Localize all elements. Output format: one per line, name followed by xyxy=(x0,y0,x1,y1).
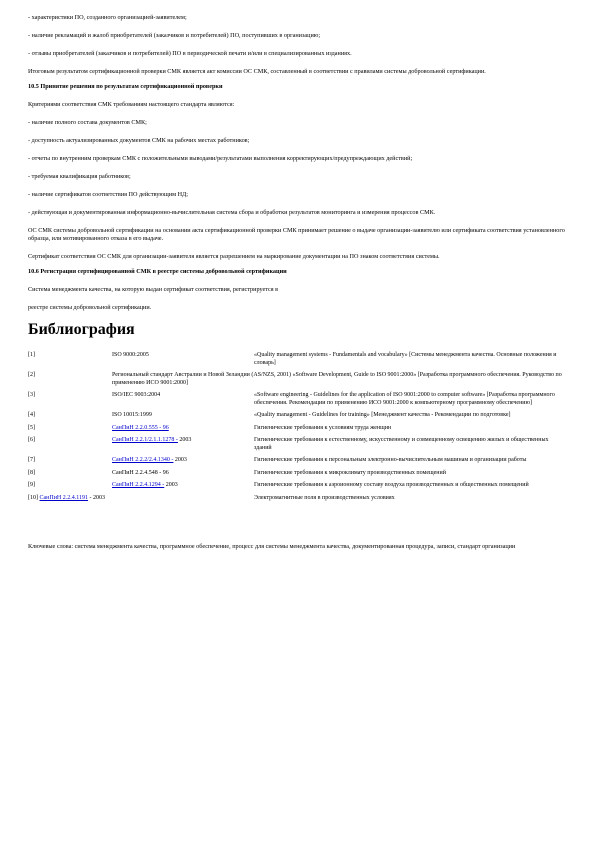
bib-document-year: - 2003 xyxy=(88,494,106,501)
bib-document-year: 2003 xyxy=(164,482,178,488)
bib-title: Гигиенические требования к микроклимату производственных помещений xyxy=(254,469,446,476)
section-heading-10-6: 10.6 Регистрация сертифицированной СМК в реестре системы добровольной сертификации xyxy=(28,268,287,275)
bibliography-row xyxy=(28,412,569,425)
bib-number: [7] xyxy=(28,457,35,463)
bibliography-row xyxy=(28,352,569,372)
bib-number: [8] xyxy=(28,469,35,476)
bib-number: [3] xyxy=(28,392,35,398)
bib-number: [5] xyxy=(28,424,35,431)
bib-document-code: ISO 9000:2005 xyxy=(112,352,149,358)
bib-title: «Quality management - Guidelines for training» [Менеджмент качества - Рекомендации по подготовке] xyxy=(254,412,511,418)
bib-document-link[interactable]: СанПиН 2.2.0.555 - 96 xyxy=(112,424,169,431)
bib-document-code: Региональный стандарт Австралии и Новой Зеландии (AS/NZS, 2001) «Software Development, Guide to ISO 9001:2000» [Разработка программного обеспечения. Руководство по применению ИСО 9001:2000] xyxy=(112,372,562,386)
paragraph: - наличие полного состава документов СМК; xyxy=(28,119,147,126)
bib-number: [9] xyxy=(28,482,35,488)
bibliography-row xyxy=(28,470,569,483)
bib-title: Гигиенические требования к персональным электронно-вычислительным машинам и организации работы xyxy=(254,457,527,463)
bibliography-table xyxy=(28,352,569,507)
paragraph: - отзывы приобретателей (заказчиков и потребителей) ПО в периодической печати и/или в специализированных изданиях. xyxy=(28,50,352,57)
bib-document xyxy=(112,457,254,470)
bib-document-code: СанПиН 2.2.4.548 - 96 xyxy=(112,469,169,476)
paragraph: - требуемая квалификация работников; xyxy=(28,173,131,180)
bibliography-row xyxy=(28,495,569,508)
bib-title: «Quality management systems - Fundamentals and vocabulary» [Системы менеджмента качества. Основные положения и словарь] xyxy=(254,352,557,366)
bib-document-link[interactable]: СанПиН 2.2.4.1191 xyxy=(39,494,89,501)
bib-document-link[interactable]: СанПиН 2.2.4.1294 - xyxy=(112,482,165,488)
bib-document-link[interactable]: СанПиН 2.2.1/2.1.1.1278 - xyxy=(112,437,178,443)
bib-document-year: 2003 xyxy=(173,457,187,463)
bib-title: Гигиенические требования к аэроионному составу воздуха производственных и общественных помещений xyxy=(254,482,529,488)
bibliography-row xyxy=(28,392,569,412)
paragraph: Критериями соответствия СМК требованиям настоящего стандарта являются: xyxy=(28,101,235,108)
bib-document-code: ISO/IEC 9003:2004 xyxy=(112,392,161,398)
paragraph: - характеристики ПО, созданного организацией-заявителем; xyxy=(28,14,187,21)
bib-document xyxy=(112,392,254,412)
bib-title: Гигиенические требования к условиям труда женщин xyxy=(254,424,392,431)
bib-title: Гигиенические требования к естественному, искусственному и совмещенному освещению жилых и общественных зданий xyxy=(254,437,549,451)
bib-document xyxy=(112,437,254,457)
bib-title: Электромагнитные поля в производственных условиях xyxy=(254,494,395,501)
bib-number: [6] xyxy=(28,437,35,443)
bib-number: [1] xyxy=(28,352,35,358)
bib-document xyxy=(112,425,254,438)
bibliography-row xyxy=(28,425,569,438)
paragraph: реестре системы добровольной сертификации. xyxy=(28,304,152,311)
section-heading-10-5: 10.5 Принятие решения по результатам сертификационной проверки xyxy=(28,83,223,90)
bib-number: [4] xyxy=(28,412,35,418)
paragraph: Система менеджмента качества, на которую выдан сертификат соответствия, регистрируется в xyxy=(28,286,279,293)
bib-number: [2] xyxy=(28,372,35,378)
paragraph: - отчеты по внутренним проверкам СМК с положительными выводами/результатами выполнения корректирующих/предупреждающих действий; xyxy=(28,155,413,162)
bibliography-row xyxy=(28,482,569,495)
bibliography-row xyxy=(28,372,569,392)
bib-document xyxy=(112,372,569,392)
paragraph: - наличие рекламаций и жалоб приобретателей (заказчиков и потребителей) ПО, поступивших в организацию; xyxy=(28,32,321,39)
bib-document xyxy=(112,470,254,483)
bib-title: «Software engineering - Guidelines for the application of ISO 9001:2000 to computer software» [Разработка программного обеспечения. Рекомендации по применению ИСО 9001:2000 к компьютерному программному обеспечению] xyxy=(254,392,555,406)
bib-document xyxy=(112,482,254,495)
bibliography-heading: Библиография xyxy=(28,321,135,338)
paragraph: Сертификат соответствия ОС СМК для организации-заявителя является разрешением на маркирование документации на ПО знаком соответствия системы. xyxy=(28,253,440,260)
bib-document xyxy=(112,412,254,425)
paragraph: - действующая и документированная информационно-вычислительная система сбора и обработки результатов мониторинга и измерения процессов СМК. xyxy=(28,209,436,216)
bibliography-row xyxy=(28,437,569,457)
keywords: Ключевые слова: система менеджмента качества, программное обеспечение, процесс для системы менеджмента качества, документированная процедура, записи, стандарт организации xyxy=(28,543,516,550)
paragraph: - доступность актуализированных документов СМК на рабочих местах работников; xyxy=(28,137,250,144)
paragraph: - наличие сертификатов соответствия ПО действующим НД; xyxy=(28,191,188,198)
paragraph: ОС СМК системы добровольной сертификации на основании акта сертификационной проверки СМК принимает решение о выдаче организации-заявителю или сертификата соответствия установленного образца, или мотивированного отказа в его выдаче. xyxy=(28,227,565,242)
bib-document-code: ISO 10015:1999 xyxy=(112,412,152,418)
bib-document-year: 2003 xyxy=(177,437,192,443)
bib-number: [10] xyxy=(28,494,38,501)
bib-document xyxy=(112,352,254,372)
paragraph: Итоговым результатом сертификационной проверки СМК является акт комиссии ОС СМК, составленный в соответствии с правилами системы добровольной сертификации. xyxy=(28,68,486,75)
bib-document-link[interactable]: СанПиН 2.2.2/2.4.1340 - xyxy=(112,457,174,463)
bib-number-and-document xyxy=(28,495,254,508)
bibliography-row xyxy=(28,457,569,470)
